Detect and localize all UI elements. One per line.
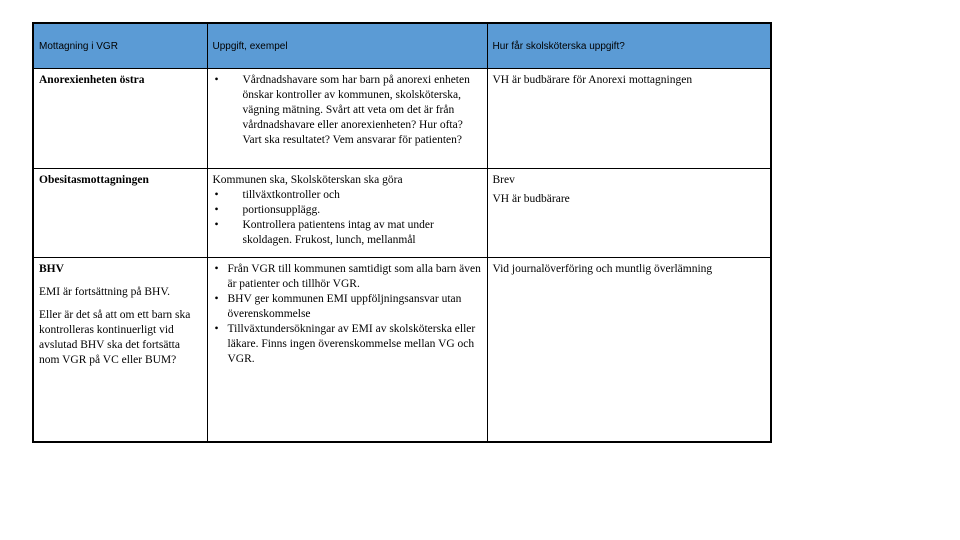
header-mottagning: Mottagning i VGR — [33, 23, 207, 69]
list-item: • Kontrollera patientens intag av mat under skoldagen. Frukost, lunch, mellanmål — [213, 218, 482, 248]
row-name-cell — [33, 258, 207, 443]
how-text: Vid journalöverföring och muntlig överlämning — [492, 263, 713, 275]
list-item: • Tillväxtundersökningar av EMI av skolsköterska eller läkare. Finns ingen överenskommelse mellan VG och VGR. — [213, 322, 482, 367]
list-item: • Från VGR till kommunen samtidigt som alla barn även är patienter och tillhör VGR. — [213, 262, 482, 292]
header-row — [33, 23, 771, 69]
list-item: • BHV ger kommunen EMI uppföljningsansvar utan överenskommelse — [213, 292, 482, 322]
row-note: Eller är det så att om ett barn ska kontrolleras kontinuerligt vid avslutad BHV ska det fortsätta nom VGR på VC eller BUM? — [39, 309, 191, 366]
list-item: • portionsupplägg. — [213, 203, 482, 218]
row-name: Obesitasmottagningen — [33, 169, 207, 258]
row-task — [207, 169, 487, 258]
header-uppgift: Uppgift, exempel — [207, 23, 487, 69]
how-text: Brev — [492, 174, 515, 186]
overview-table — [32, 22, 772, 443]
row-how — [487, 69, 771, 169]
task-list — [213, 73, 482, 148]
task-list — [213, 188, 482, 248]
table-row — [33, 258, 771, 443]
row-task — [207, 69, 487, 169]
list-item: • Vårdnadshavare som har barn på anorexi enheten önskar kontroller av kommunen, skolsköterska, vägning mätning. Svårt att veta om det är från vårdnadshavare eller anorexienheten? Hur ofta? Vart ska resultatet? Vem ansvarar för patienten? — [213, 73, 482, 148]
task-list — [213, 262, 482, 367]
row-name: Anorexienheten östra — [33, 69, 207, 169]
how-text: VH är budbärare för Anorexi mottagningen — [492, 74, 693, 86]
table-row — [33, 69, 771, 169]
table-row — [33, 169, 771, 258]
row-how — [487, 258, 771, 443]
list-item: • tillväxtkontroller och — [213, 188, 482, 203]
task-intro: Kommunen ska, Skolsköterskan ska göra — [212, 174, 403, 186]
row-how — [487, 169, 771, 258]
row-note: EMI är fortsättning på BHV. — [39, 286, 171, 298]
header-hur: Hur får skolsköterska uppgift? — [487, 23, 771, 69]
row-task — [207, 258, 487, 443]
how-text: VH är budbärare — [492, 193, 570, 205]
row-name: BHV — [39, 263, 64, 275]
